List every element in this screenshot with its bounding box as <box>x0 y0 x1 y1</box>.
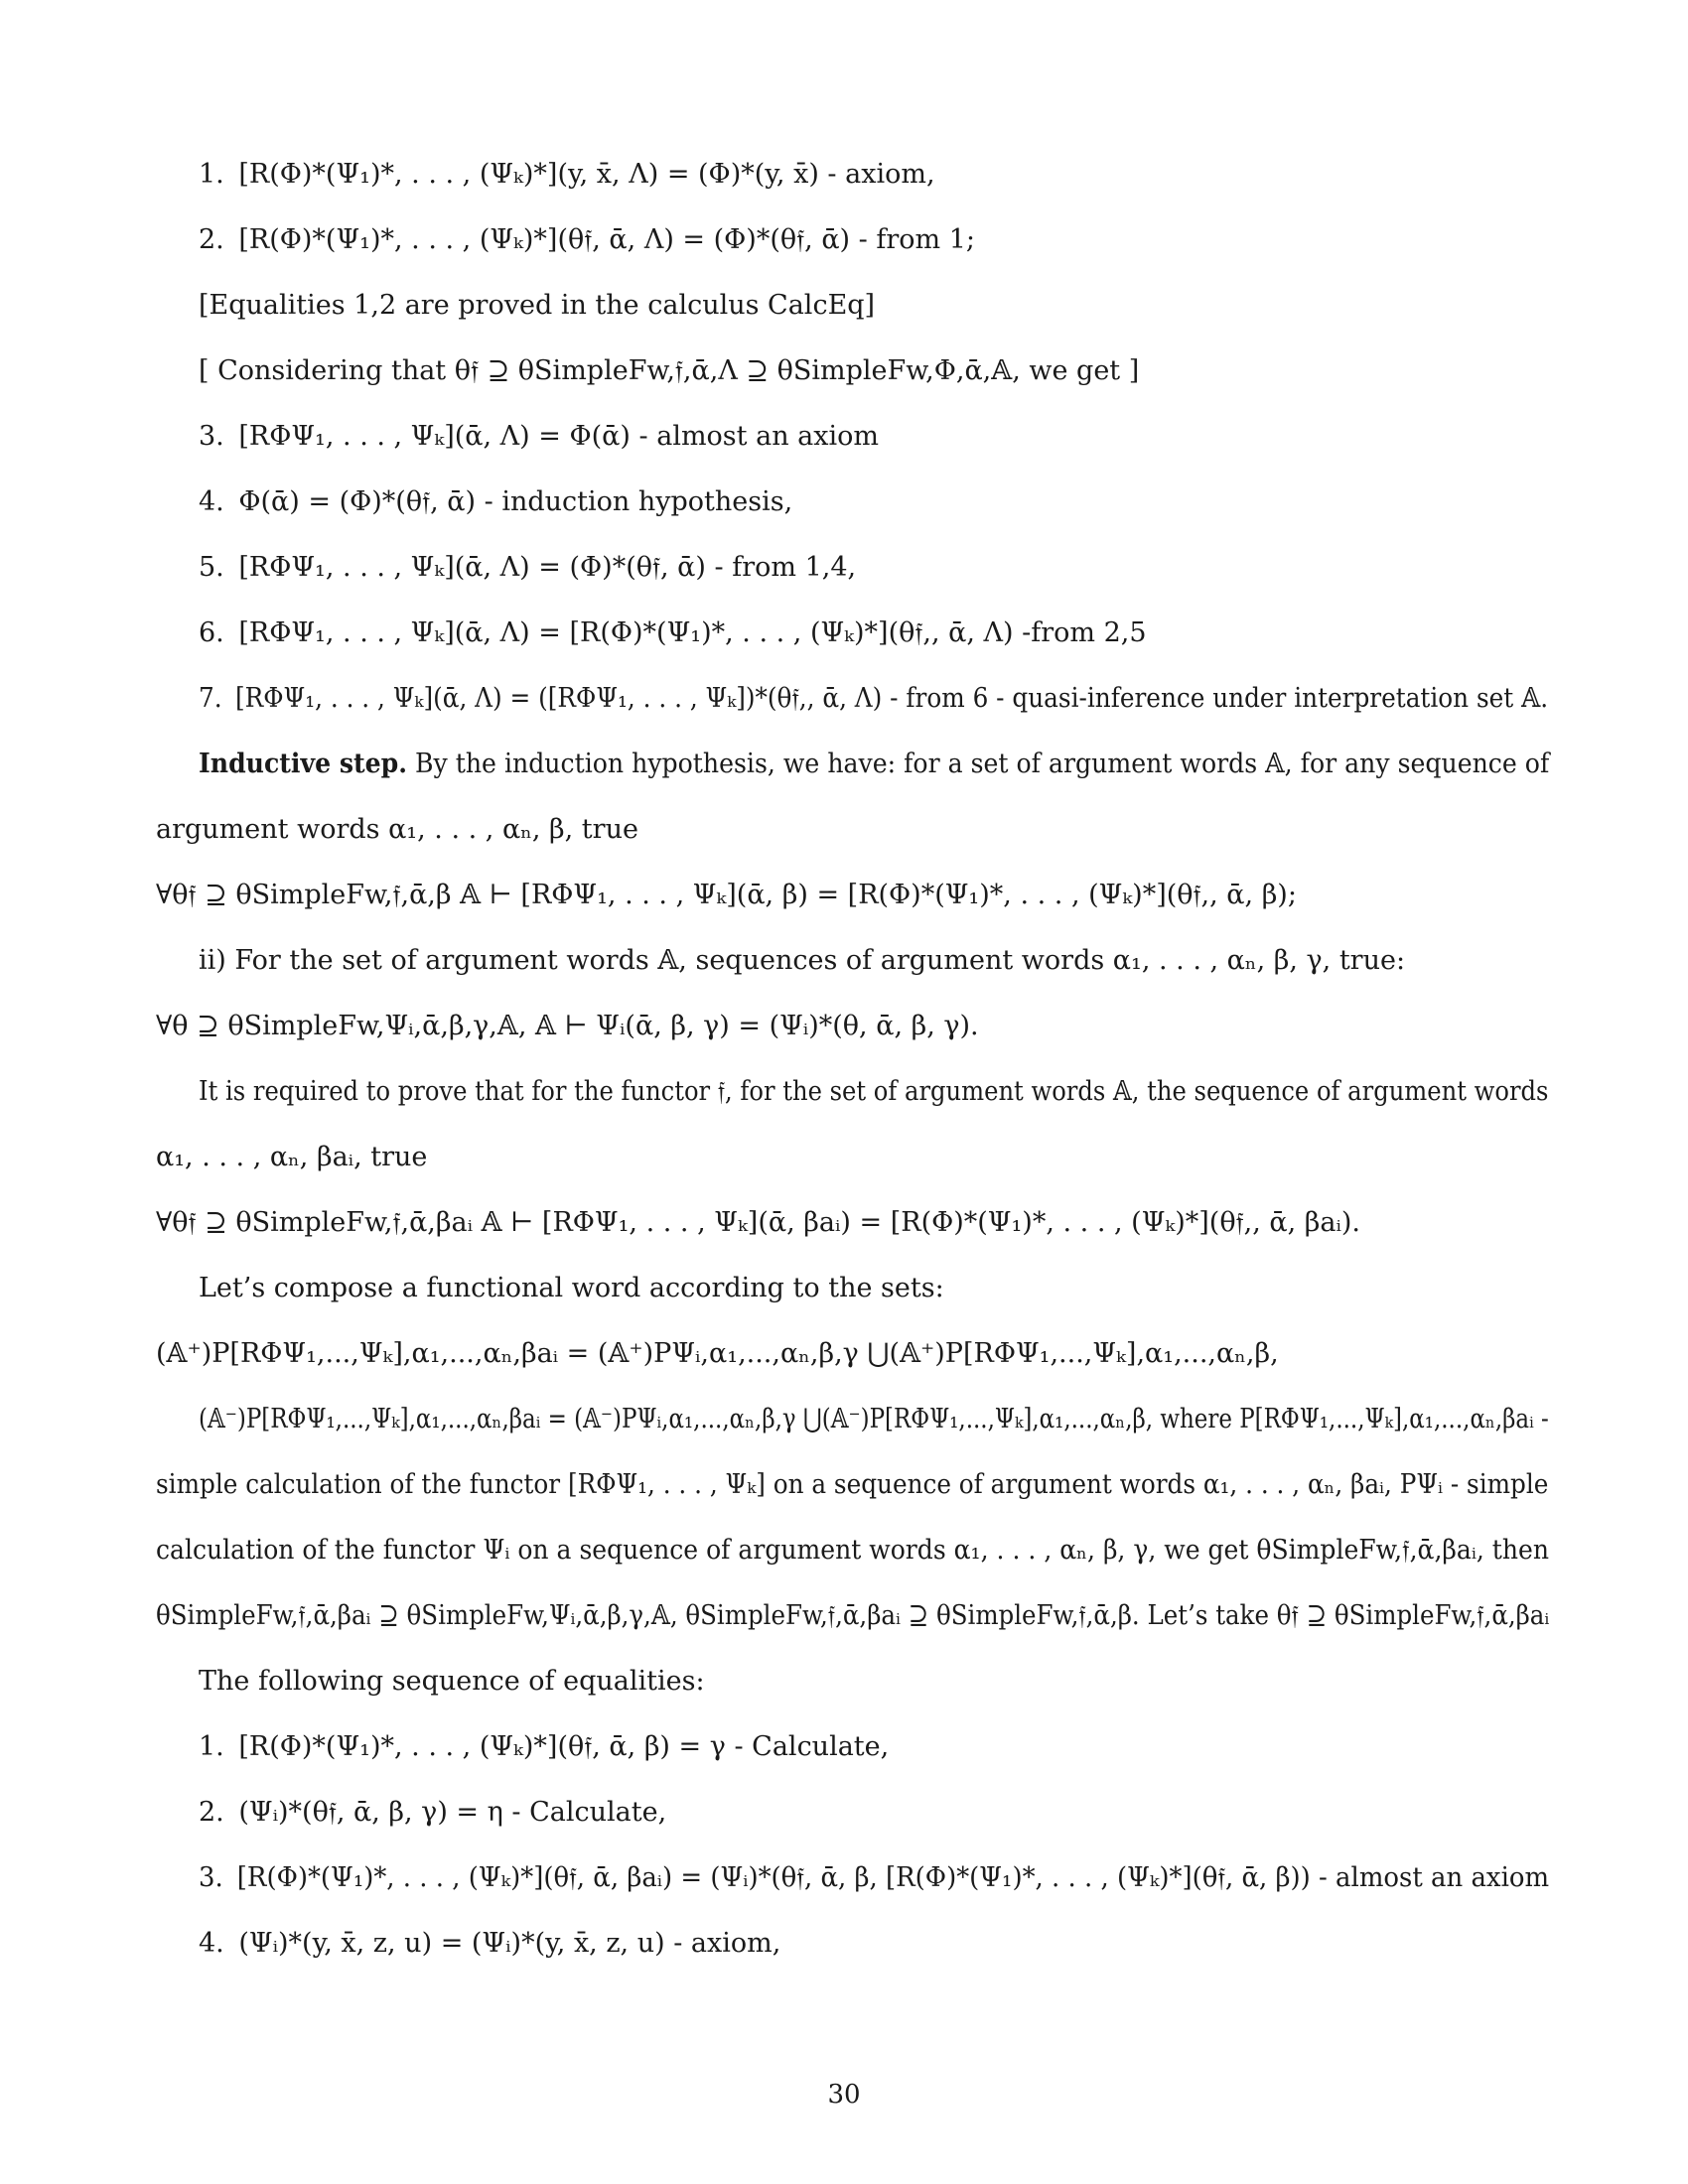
equality-line-7: 7. [RΦΨ₁, . . . , Ψₖ](ᾱ, Λ) = ([RΦΨ₁, . . . , Ψₖ])*(θ𝔣,, ᾱ, Λ) - from 6 - quasi-inference under interpretation set 𝔸. <box>199 683 1549 714</box>
simple-calc-line-1: simple calculation of the functor [RΦΨ₁, . . . , Ψₖ] on a sequence of argument words α₁, . . . , αₙ, βaᵢ, PΨᵢ - simple <box>156 1469 1549 1500</box>
page-number: 30 <box>827 2080 861 2110</box>
equality-line-3: 3. [RΦΨ₁, . . . , Ψₖ](ᾱ, Λ) = Φ(ᾱ) - almost an axiom <box>199 421 879 452</box>
argument-words-line: argument words α₁, . . . , αₙ, β, true <box>156 814 638 845</box>
hypothesis-ii: ii) For the set of argument words 𝔸, sequences of argument words α₁, . . . , αₙ, β, γ, true: <box>199 945 1406 976</box>
seq-equality-2: 2. (Ψᵢ)*(θ𝔣, ᾱ, β, γ) = η - Calculate, <box>199 1797 667 1828</box>
seq-equality-1: 1. [R(Φ)*(Ψ₁)*, . . . , (Ψₖ)*](θ𝔣, ᾱ, β) = γ - Calculate, <box>199 1731 890 1762</box>
inductive-step-paragraph: Inductive step. By the induction hypothesis, we have: for a set of argument words 𝔸, for any sequence of <box>199 749 1550 779</box>
set-minus-formula: (𝔸⁻)P[RΦΨ₁,...,Ψₖ],α₁,...,αₙ,βaᵢ = (𝔸⁻)PΨᵢ,α₁,...,αₙ,β,γ ⋃(𝔸⁻)P[RΦΨ₁,...,Ψₖ],α₁,...,αₙ,β, where P[RΦΨ₁,...,Ψₖ],α₁,...,αₙ,βaᵢ - <box>199 1404 1549 1434</box>
argument-words-line-2: α₁, . . . , αₙ, βaᵢ, true <box>156 1142 428 1172</box>
equality-line-2: 2. [R(Φ)*(Ψ₁)*, . . . , (Ψₖ)*](θ𝔣, ᾱ, Λ) = (Φ)*(θ𝔣, ᾱ) - from 1; <box>199 224 975 255</box>
sequence-heading: The following sequence of equalities: <box>199 1666 705 1697</box>
equality-line-1: 1. [R(Φ)*(Ψ₁)*, . . . , (Ψₖ)*](y, x̄, Λ) = (Φ)*(y, x̄) - axiom, <box>199 159 935 190</box>
seq-equality-3: 3. [R(Φ)*(Ψ₁)*, . . . , (Ψₖ)*](θ𝔣, ᾱ, βaᵢ) = (Ψᵢ)*(θ𝔣, ᾱ, β, [R(Φ)*(Ψ₁)*, . . . , (Ψₖ)*](θ𝔣, ᾱ, β)) - almost an axiom <box>199 1862 1550 1893</box>
goal-formula: ∀θ𝔣 ⊇ θSimpleFw,𝔣,ᾱ,βaᵢ 𝔸 ⊢ [RΦΨ₁, . . . , Ψₖ](ᾱ, βaᵢ) = [R(Φ)*(Ψ₁)*, . . . , (Ψₖ)*](θ𝔣,, ᾱ, βaᵢ). <box>156 1207 1361 1238</box>
seq-equality-4: 4. (Ψᵢ)*(y, x̄, z, u) = (Ψᵢ)*(y, x̄, z, u) - axiom, <box>199 1928 781 1959</box>
equality-line-5: 5. [RΦΨ₁, . . . , Ψₖ](ᾱ, Λ) = (Φ)*(θ𝔣, ᾱ) - from 1,4, <box>199 552 857 583</box>
inductive-step-heading: Inductive step. <box>199 749 408 779</box>
theta-inclusion-line: θSimpleFw,𝔣,ᾱ,βaᵢ ⊇ θSimpleFw,Ψᵢ,ᾱ,β,γ,𝔸, θSimpleFw,𝔣,ᾱ,βaᵢ ⊇ θSimpleFw,𝔣,ᾱ,β. Let’s take θ𝔣 ⊇ θSimpleFw,𝔣,ᾱ,βaᵢ <box>156 1600 1550 1631</box>
equality-line-4: 4. Φ(ᾱ) = (Φ)*(θ𝔣, ᾱ) - induction hypothesis, <box>199 486 793 517</box>
set-plus-formula: (𝔸⁺)P[RΦΨ₁,...,Ψₖ],α₁,...,αₙ,βaᵢ = (𝔸⁺)PΨᵢ,α₁,...,αₙ,β,γ ⋃(𝔸⁺)P[RΦΨ₁,...,Ψₖ],α₁,...,αₙ,β, <box>156 1338 1279 1369</box>
simple-calc-line-2: calculation of the functor Ψᵢ on a sequence of argument words α₁, . . . , αₙ, β, γ, we get θSimpleFw,𝔣,ᾱ,βaᵢ, then <box>156 1535 1549 1566</box>
considering-note: [ Considering that θ𝔣 ⊇ θSimpleFw,𝔣,ᾱ,Λ ⊇ θSimpleFw,Φ,ᾱ,𝔸, we get ] <box>199 355 1140 386</box>
required-to-prove: It is required to prove that for the functor 𝔣, for the set of argument words 𝔸, the sequence of argument words <box>199 1076 1549 1107</box>
hypothesis-formula-2: ∀θ ⊇ θSimpleFw,Ψᵢ,ᾱ,β,γ,𝔸, 𝔸 ⊢ Ψᵢ(ᾱ, β, γ) = (Ψᵢ)*(θ, ᾱ, β, γ). <box>156 1011 979 1041</box>
hypothesis-formula-1: ∀θ𝔣 ⊇ θSimpleFw,𝔣,ᾱ,β 𝔸 ⊢ [RΦΨ₁, . . . , Ψₖ](ᾱ, β) = [R(Φ)*(Ψ₁)*, . . . , (Ψₖ)*](θ𝔣,, ᾱ, β); <box>156 880 1297 910</box>
compose-line: Let’s compose a functional word according to the sets: <box>199 1273 944 1303</box>
calculus-note: [Equalities 1,2 are proved in the calculus CalcEq] <box>199 290 876 321</box>
equality-line-6: 6. [RΦΨ₁, . . . , Ψₖ](ᾱ, Λ) = [R(Φ)*(Ψ₁)*, . . . , (Ψₖ)*](θ𝔣,, ᾱ, Λ) -from 2,5 <box>199 617 1147 648</box>
